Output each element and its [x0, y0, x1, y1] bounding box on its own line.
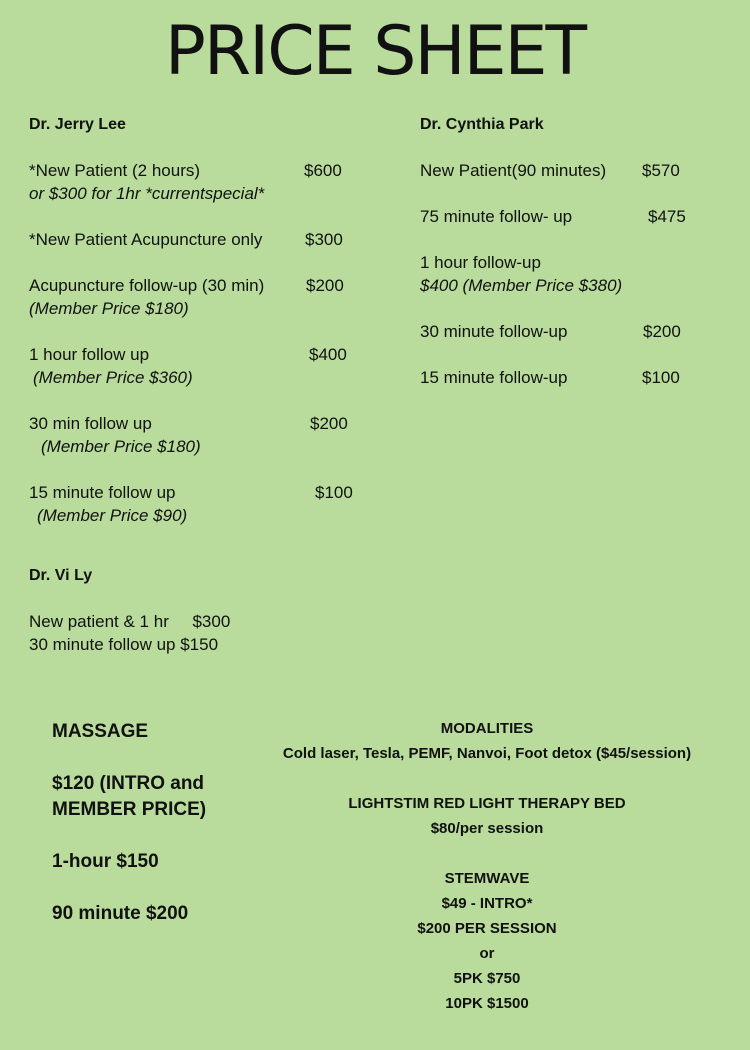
jerry-item-5-note: (Member Price $180): [41, 437, 201, 456]
cynthia-item-5-label: 15 minute follow-up: [420, 368, 568, 387]
vi-ly-heading: Dr. Vi Ly: [29, 567, 93, 584]
cynthia-item-2-label: 75 minute follow- up: [420, 207, 573, 226]
lightstim-price: $80/per session: [430, 820, 544, 837]
cynthia-item-2-price: $475: [648, 207, 686, 226]
cynthia-item-4-label: 30 minute follow-up: [420, 322, 568, 341]
vi-ly-line-2: 30 minute follow up $150: [29, 635, 219, 654]
stemwave-session: $200 PER SESSION: [417, 920, 557, 937]
jerry-item-3-price: $200: [306, 276, 344, 295]
cynthia-item-3-note: $400 (Member Price $380): [420, 276, 623, 295]
jerry-item-5-label: 30 min follow up: [29, 414, 152, 433]
jerry-lee-heading: Dr. Jerry Lee: [29, 116, 126, 133]
modalities-list: Cold laser, Tesla, PEMF, Nanvoi, Foot detox ($45/session): [282, 745, 692, 762]
cynthia-item-1-price: $570: [642, 161, 680, 180]
massage-intro-line-2: MEMBER PRICE): [52, 799, 207, 820]
jerry-item-1-label: *New Patient (2 hours): [29, 161, 201, 180]
cynthia-item-4-price: $200: [643, 322, 681, 341]
jerry-item-6-label: 15 minute follow up: [29, 483, 176, 502]
jerry-item-1-price: $600: [304, 161, 342, 180]
massage-90-minute: 90 minute $200: [52, 903, 189, 924]
jerry-item-4-note: (Member Price $360): [33, 368, 193, 387]
stemwave-5pk: 5PK $750: [453, 970, 521, 987]
jerry-item-6-price: $100: [315, 483, 353, 502]
stemwave-intro: $49 - INTRO*: [441, 895, 533, 912]
stemwave-10pk: 10PK $1500: [445, 995, 529, 1012]
cynthia-item-3-label: 1 hour follow-up: [420, 253, 541, 272]
page-title: PRICE SHEET: [164, 12, 586, 91]
jerry-item-1-note: or $300 for 1hr *currentspecial*: [29, 184, 265, 203]
jerry-item-2-label: *New Patient Acupuncture only: [29, 230, 263, 249]
massage-1-hour: 1-hour $150: [52, 851, 159, 872]
massage-heading: MASSAGE: [52, 721, 149, 742]
modalities-section: [250, 716, 724, 1016]
stemwave-or: or: [479, 945, 495, 962]
jerry-item-4-label: 1 hour follow up: [29, 345, 150, 364]
jerry-item-2-price: $300: [305, 230, 343, 249]
cynthia-park-heading: Dr. Cynthia Park: [420, 116, 544, 133]
stemwave-heading: STEMWAVE: [444, 870, 530, 887]
jerry-item-4-price: $400: [309, 345, 347, 364]
cynthia-item-1-label: New Patient(90 minutes): [420, 161, 607, 180]
modalities-heading: MODALITIES: [440, 720, 534, 737]
lightstim-heading: LIGHTSTIM RED LIGHT THERAPY BED: [348, 795, 626, 812]
cynthia-item-5-price: $100: [642, 368, 680, 387]
jerry-item-5-price: $200: [310, 414, 348, 433]
jerry-item-6-note: (Member Price $90): [37, 506, 188, 525]
massage-intro-line-1: $120 (INTRO and: [52, 773, 205, 794]
jerry-item-3-label: Acupuncture follow-up (30 min): [29, 276, 265, 295]
vi-ly-line-1: New patient & 1 hr $300: [29, 612, 231, 631]
jerry-item-3-note: (Member Price $180): [29, 299, 189, 318]
